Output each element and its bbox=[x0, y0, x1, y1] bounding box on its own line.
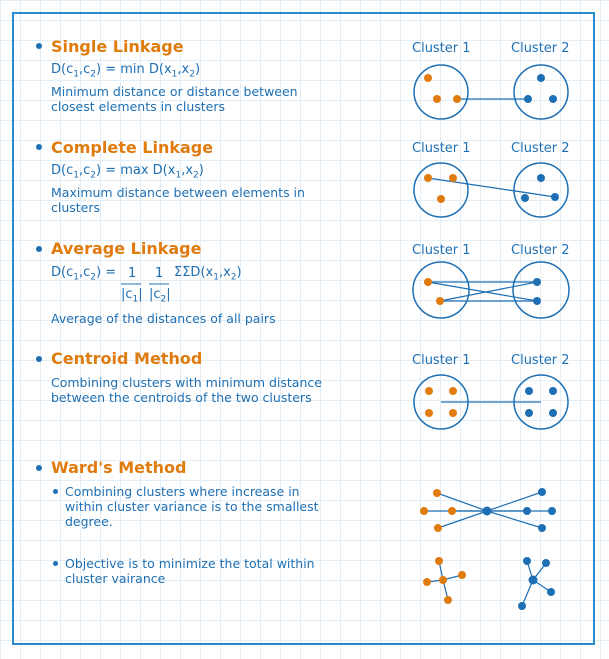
ward-bullet-1-line-1: Combining clusters where increase in bbox=[65, 484, 300, 499]
ward-bullet-1-line-3: degree. bbox=[65, 514, 113, 529]
point-blue bbox=[542, 559, 550, 567]
title-single-linkage: Single Linkage bbox=[51, 37, 184, 56]
ward-bullet-2-line-1: Objective is to minimize the total within bbox=[65, 556, 315, 571]
title-centroid-method: Centroid Method bbox=[51, 349, 203, 368]
title-average-linkage: Average Linkage bbox=[51, 239, 202, 258]
desc-centroid-1: Combining clusters with minimum distance bbox=[51, 375, 322, 390]
label-cluster-2: Cluster 2 bbox=[511, 243, 570, 258]
desc-complete-linkage-1: Maximum distance between elements in bbox=[51, 185, 305, 200]
label-cluster-1: Cluster 1 bbox=[412, 243, 471, 258]
point-orange bbox=[458, 571, 466, 579]
label-cluster-2: Cluster 2 bbox=[511, 41, 570, 56]
desc-single-linkage-2: closest elements in clusters bbox=[51, 99, 226, 114]
frac2-denominator: $|c_2|$ bbox=[149, 287, 171, 305]
desc-average-linkage: Average of the distances of all pairs bbox=[51, 311, 276, 326]
ward-bullet-1-line-2: within cluster variance is to the smallest bbox=[65, 499, 319, 514]
ward-bullet-2-line-2: cluster vairance bbox=[65, 571, 166, 586]
desc-single-linkage-1: Minimum distance or distance between bbox=[51, 84, 298, 99]
label-cluster-2: Cluster 2 bbox=[511, 353, 570, 368]
point-orange bbox=[439, 576, 447, 584]
point-blue bbox=[529, 576, 538, 585]
point-blue bbox=[547, 588, 555, 596]
label-cluster-1: Cluster 1 bbox=[412, 353, 471, 368]
frac1-numerator: 1 bbox=[128, 266, 137, 281]
desc-centroid-2: between the centroids of the two clusters bbox=[51, 390, 312, 405]
title-ward-method: Ward's Method bbox=[51, 458, 187, 477]
label-cluster-1: Cluster 1 bbox=[412, 141, 471, 156]
title-complete-linkage: Complete Linkage bbox=[51, 138, 214, 157]
point-blue bbox=[523, 557, 531, 565]
point-orange bbox=[423, 578, 431, 586]
point-orange bbox=[444, 596, 452, 604]
point-blue bbox=[518, 602, 526, 610]
desc-complete-linkage-2: clusters bbox=[51, 200, 101, 215]
frac2-numerator: 1 bbox=[155, 266, 164, 281]
formula-sum-term: $\Sigma\Sigma D(x_1,x_2)$ bbox=[174, 265, 242, 283]
point-orange bbox=[435, 557, 443, 565]
formula-average-lhs: $D(c_1,c_2)$ = bbox=[51, 265, 117, 283]
formula-single-linkage: $D(c_1,c_2) = \min D(x_1,x_2)$ bbox=[51, 62, 201, 80]
label-cluster-2: Cluster 2 bbox=[511, 141, 570, 156]
frac1-denominator: $|c_1|$ bbox=[121, 287, 143, 305]
label-cluster-1: Cluster 1 bbox=[412, 41, 471, 56]
formula-complete-linkage: $D(c_1,c_2) = \max D(x_1,x_2)$ bbox=[51, 163, 204, 181]
